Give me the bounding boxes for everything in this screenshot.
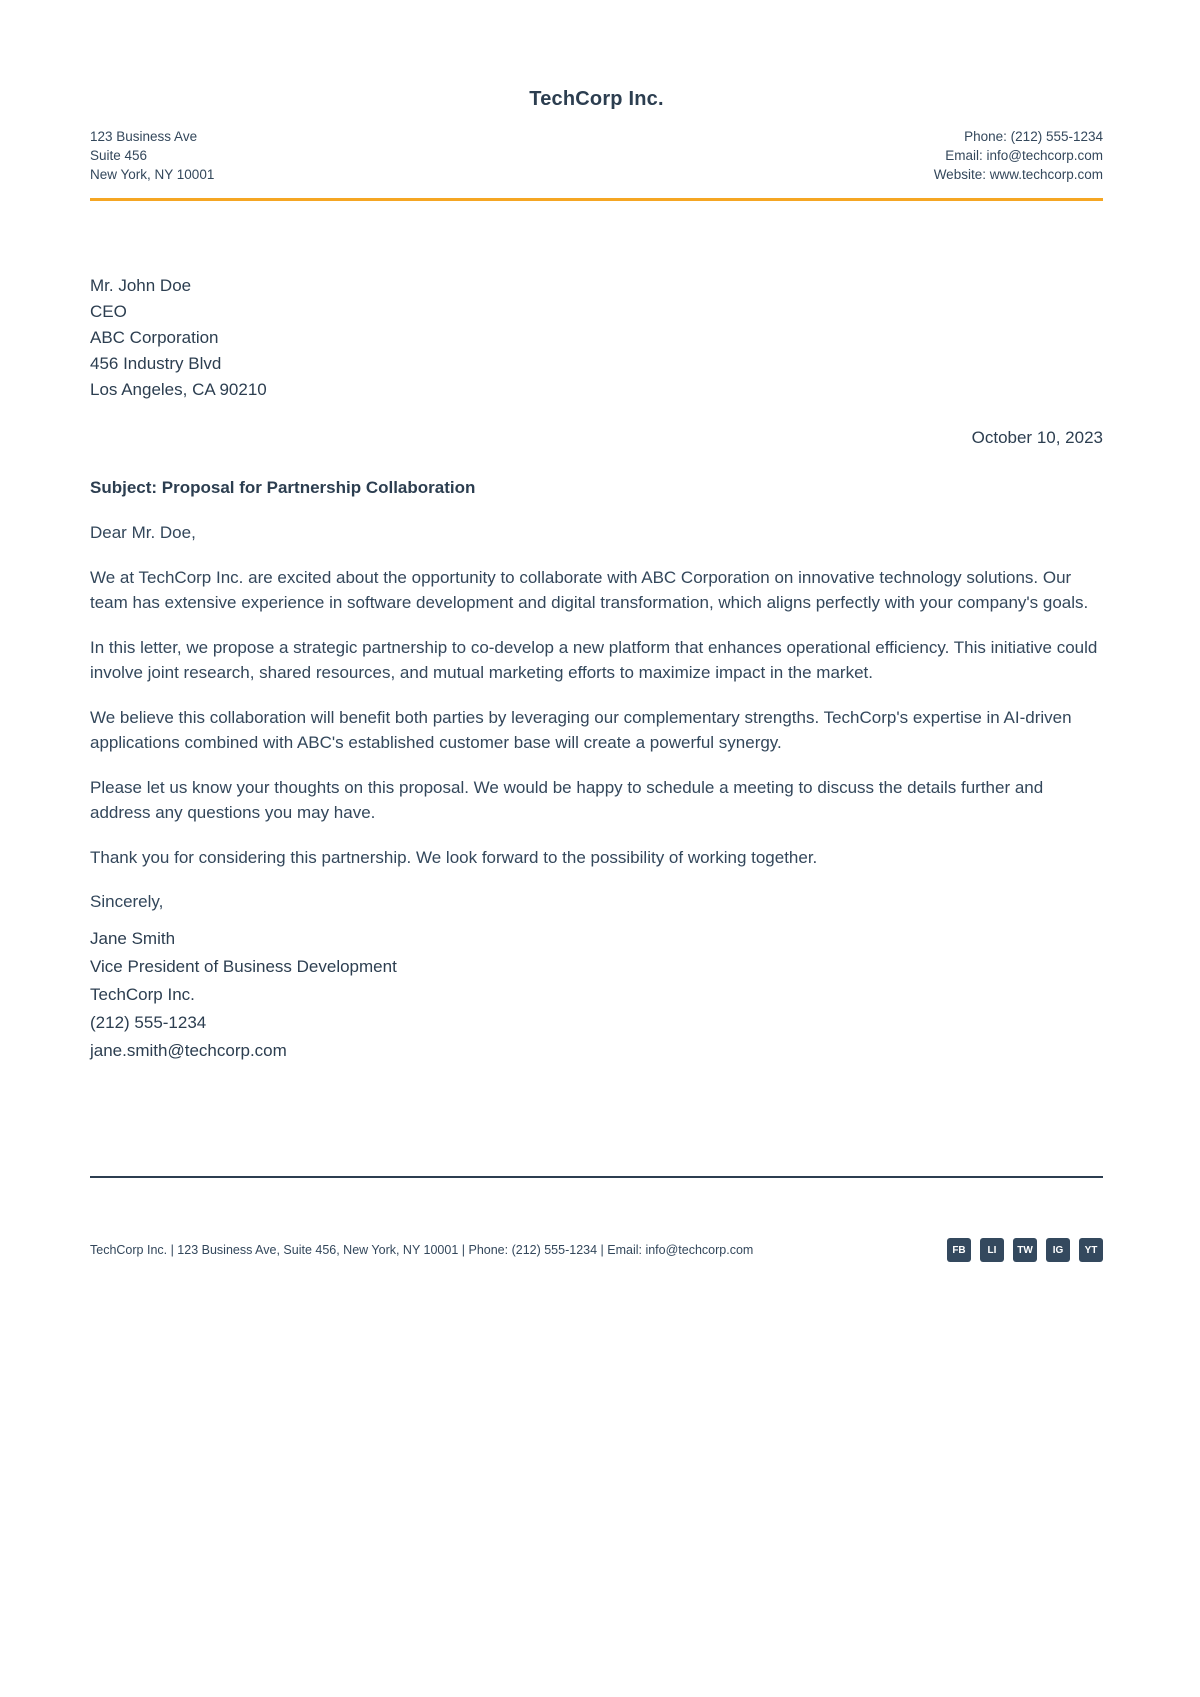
youtube-icon[interactable]: YT — [1079, 1238, 1103, 1262]
recipient-address-line: Los Angeles, CA 90210 — [90, 380, 267, 399]
sender-website: Website: www.techcorp.com — [933, 167, 1103, 182]
signature-email: jane.smith@techcorp.com — [90, 1040, 287, 1060]
facebook-icon[interactable]: FB — [947, 1238, 971, 1262]
footer-divider — [90, 1176, 1103, 1178]
footer-row — [90, 1238, 1103, 1262]
footer — [90, 1176, 1103, 1262]
company-name: TechCorp Inc. — [529, 88, 664, 110]
body-paragraph: We believe this collaboration will benefit both parties by leveraging our complementary strengths. TechCorp's expertise in AI-driven applications combined with ABC's established customer base will create a powerful synergy. — [90, 707, 1072, 752]
salutation: Dear Mr. Doe, — [90, 523, 196, 542]
letterhead — [90, 127, 1103, 184]
linkedin-icon[interactable]: LI — [980, 1238, 1004, 1262]
social-icons — [947, 1238, 1103, 1262]
signature-company: TechCorp Inc. — [90, 984, 195, 1004]
sender-address-line: New York, NY 10001 — [90, 167, 215, 182]
signature-block — [90, 925, 1103, 1065]
signature-title: Vice President of Business Development — [90, 956, 397, 976]
signature-phone: (212) 555-1234 — [90, 1012, 207, 1032]
body-paragraph: We at TechCorp Inc. are excited about the opportunity to collaborate with ABC Corporation on innovative technology solutions. Our team has extensive experience in software development and digital transformation, which aligns perfectly with your company's goals. — [90, 567, 1089, 612]
letter-date: October 10, 2023 — [971, 428, 1103, 447]
recipient-name: Mr. John Doe — [90, 276, 192, 295]
footer-contact-text: TechCorp Inc. | 123 Business Ave, Suite 456, New York, NY 10001 | Phone: (212) 555-1234 | Email: info@techcorp.com — [90, 1243, 754, 1257]
subject-line: Subject: Proposal for Partnership Collaboration — [90, 478, 476, 497]
body-paragraph: Thank you for considering this partnership. We look forward to the possibility of working together. — [90, 847, 818, 867]
recipient-block — [90, 273, 1103, 403]
sender-address-line: Suite 456 — [90, 148, 148, 163]
sender-address-line: 123 Business Ave — [90, 129, 198, 144]
body-paragraph: Please let us know your thoughts on this proposal. We would be happy to schedule a meeting to discuss the details further and address any questions you may have. — [90, 777, 1044, 822]
recipient-company: ABC Corporation — [90, 328, 219, 347]
recipient-address-line: 456 Industry Blvd — [90, 354, 222, 373]
header-divider — [90, 198, 1103, 201]
sender-contact-block — [934, 127, 1103, 184]
instagram-icon[interactable]: IG — [1046, 1238, 1070, 1262]
sender-email: Email: info@techcorp.com — [945, 148, 1103, 163]
recipient-title: CEO — [90, 302, 127, 321]
sender-address-block — [90, 127, 214, 184]
body-paragraph: In this letter, we propose a strategic partnership to co-develop a new platform that enhances operational efficiency. This initiative could involve joint research, shared resources, and mutual marketing efforts to maximize impact in the market. — [90, 637, 1098, 682]
sender-phone: Phone: (212) 555-1234 — [964, 129, 1103, 144]
twitter-icon[interactable]: TW — [1013, 1238, 1037, 1262]
closing: Sincerely, — [90, 892, 164, 911]
signature-name: Jane Smith — [90, 928, 176, 948]
